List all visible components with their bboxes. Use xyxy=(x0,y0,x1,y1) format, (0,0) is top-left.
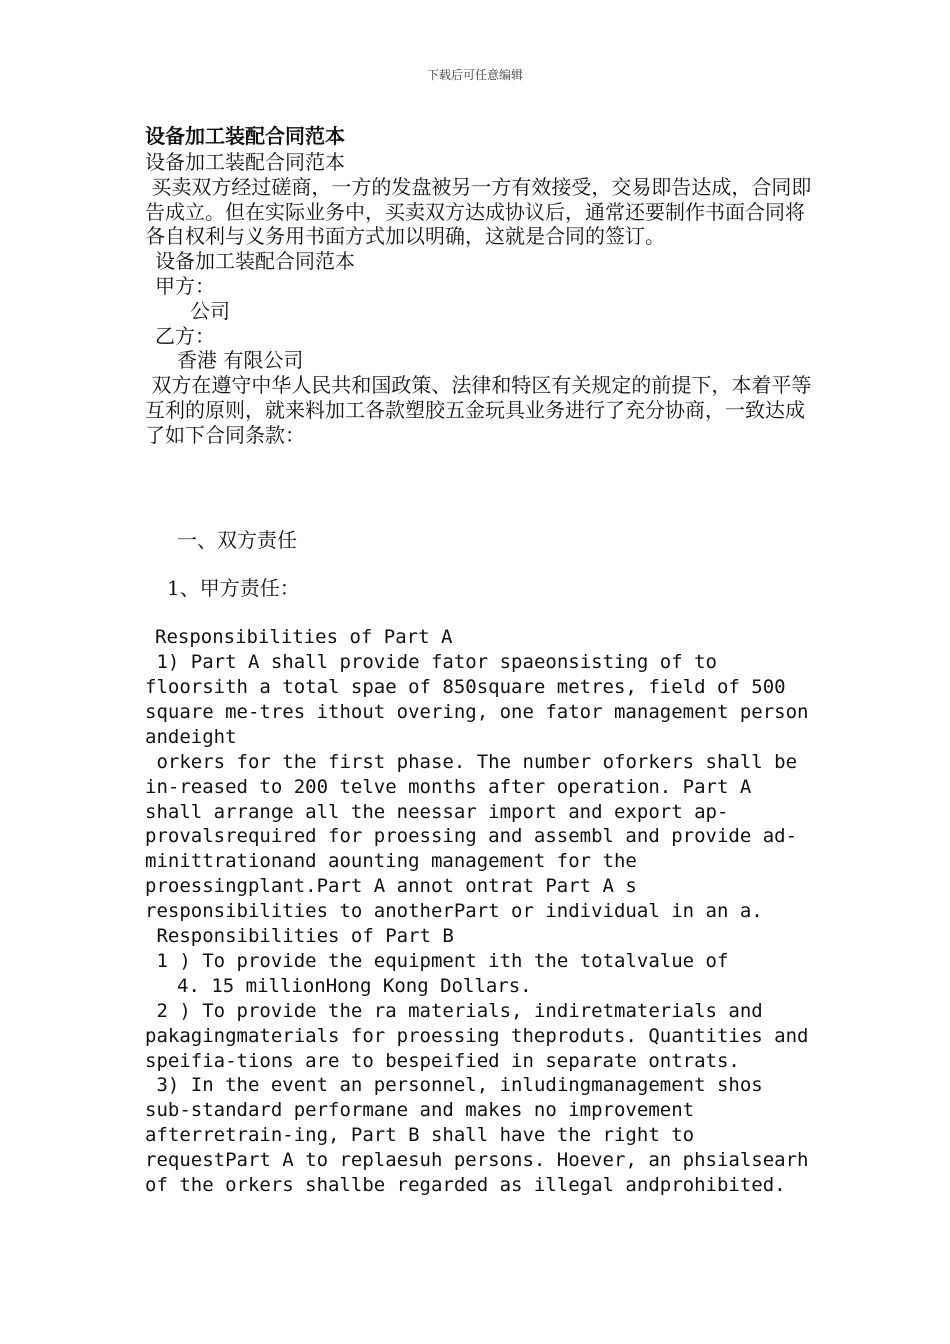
subsection-heading-party-a: 1、甲方责任： xyxy=(167,576,300,601)
party-a-label: 甲方： xyxy=(155,273,215,298)
preamble-paragraph: 双方在遵守中华人民共和国政策、法律和特区有关规定的前提下，本着平等互利的原则，就来料加工各款塑胶五金玩具业务进行了充分协商，一致达成了如下合同条款： xyxy=(145,373,812,447)
spacer xyxy=(145,448,815,504)
contract-name: 设备加工装配合同范本 xyxy=(155,249,355,274)
party-b-label: 乙方： xyxy=(155,323,215,348)
spacer xyxy=(145,552,815,576)
resp-a-item-1-part-1: 1) Part A shall provide fator spaeonsisting of to floorsith a total spae of 850square metres, field of 500 square me-tres ithout overing, one fator management person andeight xyxy=(145,651,820,748)
section-heading-responsibilities: 一、双方责任 xyxy=(177,527,297,552)
party-a-name: 公司 xyxy=(190,298,230,323)
document-subtitle: 设备加工装配合同范本 xyxy=(145,150,345,174)
page-header-note: 下载后可任意编辑 xyxy=(426,68,523,82)
resp-a-item-1-part-2: orkers for the first phase. The number oforkers shall be in-reased to 200 telve months after operation. Part A shall arrange all the neessar import and export ap-provalsrequired for proessing and assembl and provide ad-minittrationand aounting management for the proessingplant.Part A annot ontrat Part A s responsibilities to anotherPart or individual in an a. xyxy=(145,750,809,923)
party-b-name: 香港 有限公司 xyxy=(177,348,304,373)
intro-paragraph: 买卖双方经过磋商，一方的发盘被另一方有效接受，交易即告达成，合同即告成立。但在实际业务中，买卖双方达成协议后，通常还要制作书面合同将各自权利与义务用书面方式加以明确，这就是合同的签订。 xyxy=(145,174,812,249)
resp-b-item-3: 3) In the event an personnel, inludingmanagement shos sub-standard performane and makes no improvement afterretrain-ing, Part B shall have the right to requestPart A to replaesuh persons. Hoever, an phsialsearh of the orkers shallbe regarded as illegal andprohibited. xyxy=(145,1074,820,1197)
document-body xyxy=(145,122,820,1198)
spacer xyxy=(145,504,815,528)
spacer xyxy=(145,601,815,625)
resp-b-item-1-line-2: 4. 15 millionHong Kong Dollars. xyxy=(177,974,532,997)
document-title: 设备加工装配合同范本 xyxy=(145,124,345,148)
resp-b-item-2: 2 ) To provide the ra materials, indiretmaterials and pakagingmaterials for proessing theproduts. Quantities and speifia-tions are to bespeified in separate ontrats. xyxy=(145,999,820,1072)
resp-b-heading: Responsibilities of Part B xyxy=(145,925,454,948)
resp-b-item-1-line-1: 1 ) To provide the equipment ith the totalvalue of xyxy=(145,949,729,972)
resp-a-heading: Responsibilities of Part A xyxy=(155,626,453,649)
